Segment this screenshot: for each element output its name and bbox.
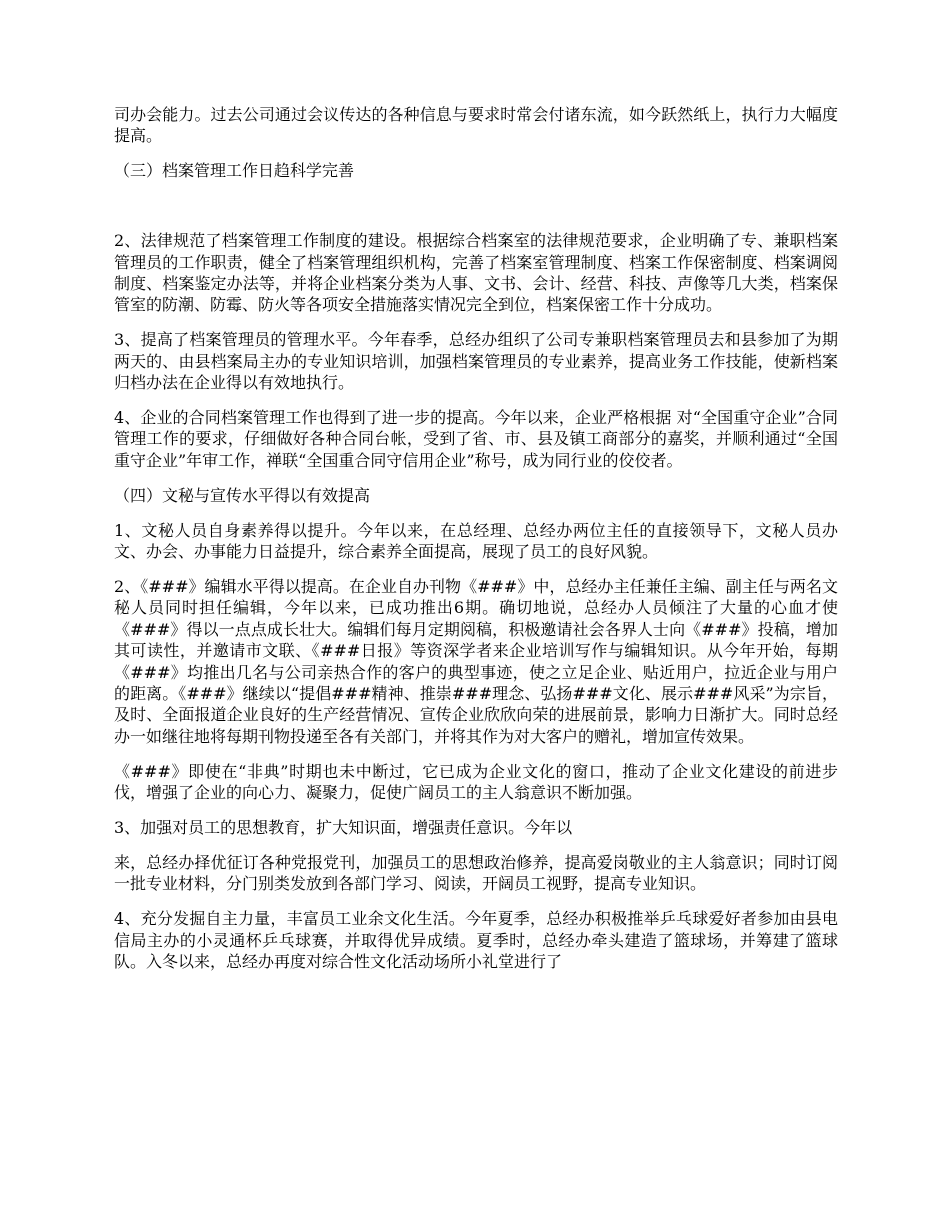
paragraph-archives-3: 3、提高了档案管理员的管理水平。今年春季，总经办组织了公司专兼职档案管理员去和县参加了为期两天的、由县档案局主办的专业知识培训，加强档案管理员的专业素养，提高业务工作技能，使新档案归档办法在企业得以有效地执行。 [114,330,838,393]
paragraph-archives-2: 2、法律规范了档案管理工作制度的建设。根据综合档案室的法律规范要求，企业明确了专、兼职档案管理员的工作职责，健全了档案管理组织机构，完善了档案室管理制度、档案工作保密制度、档案调阅制度、档案鉴定办法等，并将企业档案分类为人事、文书、会计、经营、科技、声像等几大类，档案保管室的防潮、防霉、防火等各项安全措施落实情况完全到位，档案保密工作十分成功。 [114,231,838,315]
paragraph-secretarial-3: 3、加强对员工的思想教育，扩大知识面，增强责任意识。今年以 [114,818,573,838]
paragraph-secretarial-2-cont: 《###》即使在“非典”时期也未中断过，它已成为企业文化的窗口，推动了企业文化建设的前进步伐，增强了企业的向心力、凝聚力，促使广阔员工的主人翁意识不断加强。 [114,761,838,803]
paragraph-secretarial-4: 4、充分发掘自主力量，丰富员工业余文化生活。今年夏季，总经办积极推举乒乓球爱好者参加由县电信局主办的小灵通杯乒乓球赛，并取得优异成绩。夏季时，总经办牵头建造了篮球场，并筹建了篮球队。入冬以来，总经办再度对综合性文化活动场所小礼堂进行了 [114,909,838,972]
section-heading-secretarial: （四）文秘与宣传水平得以有效提高 [114,485,371,505]
paragraph-secretarial-2: 2、《###》编辑水平得以提高。在企业自办刊物《###》中，总经办主任兼任主编、副主任与两名文秘人员同时担任编辑，今年以来，已成功推出6期。确切地说，总经办人员倾注了大量的心血才使《###》得以一点点成长壮大。编辑们每月定期阅稿，积极邀请社会各界人士向《###》投稿，增加其可读性，并邀请市文联、《###日报》等资深学者来企业培训写作与编辑知识。从今年开始，每期《###》均推出几名与公司亲热合作的客户的典型事迹，使之立足企业、贴近用户，拉近企业与用户的距离。《###》继续以“提倡###精神、推崇###理念、弘扬###文化、展示###风采”为宗旨，及时、全面报道企业良好的生产经营情况、宣传企业欣欣向荣的进展前景，影响力日渐扩大。同时总经办一如继往地将每期刊物投递至各有关部门，并将其作为对大客户的赠礼，增加宣传效果。 [114,577,838,746]
paragraph-secretarial-1: 1、文秘人员自身素养得以提升。今年以来，在总经理、总经办两位主任的直接领导下，文秘人员办文、办会、办事能力日益提升，综合素养全面提高，展现了员工的良好风貌。 [114,520,838,562]
paragraph-continuation: 司办会能力。过去公司通过会议传达的各种信息与要求时常会付诸东流，如今跃然纸上，执行力大幅度提高。 [114,105,838,146]
document-page [114,104,838,986]
paragraph-archives-4: 4、企业的合同档案管理工作也得到了进一步的提高。今年以来，企业严格根据 对“全国重守企业”合同管理工作的要求，仔细做好各种合同台帐，受到了省、市、县及镇工商部分的嘉奖，并顺利通过“全国重守企业”年审工作，禅联“全国重合同守信用企业”称号，成为同行业的佼佼者。 [114,408,838,470]
section-heading-archives: （三）档案管理工作日趋科学完善 [114,161,355,181]
paragraph-secretarial-3-cont: 来，总经办择优征订各种党报党刊，加强员工的思想政治修养，提高爱岗敬业的主人翁意识；同时订阅一批专业材料，分门别类发放到各部门学习、阅读，开阔员工视野，提高专业知识。 [114,852,838,894]
blank-gap [114,195,838,230]
